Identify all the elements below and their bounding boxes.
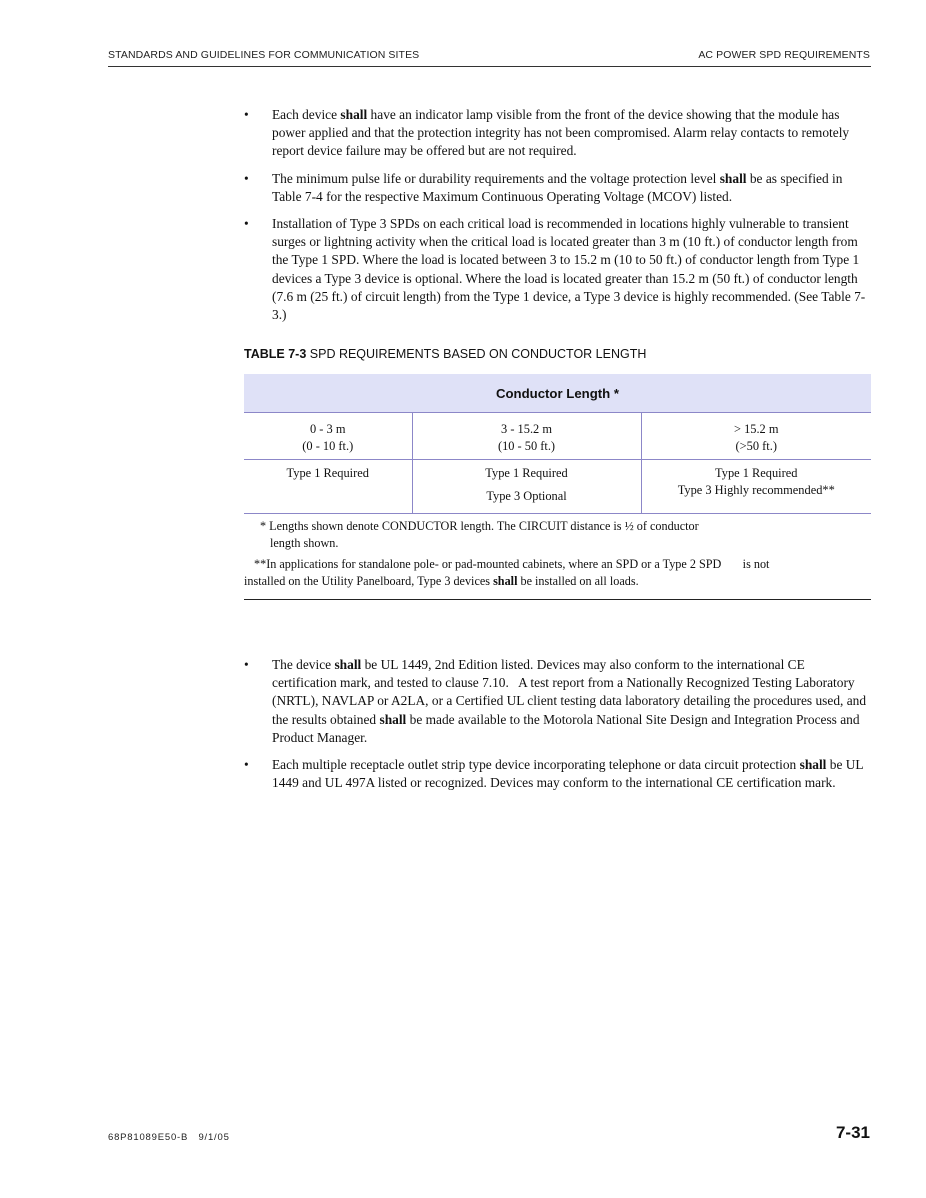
- note-text: installed on the Utility Panelboard, Type 3 devices: [244, 574, 494, 588]
- table-title: SPD REQUIREMENTS BASED ON CONDUCTOR LENGTH: [309, 347, 647, 361]
- requirement-line: Type 1 Required: [715, 466, 798, 480]
- header-right-text: AC POWER SPD REQUIREMENTS: [698, 49, 870, 61]
- range-imperial: (0 - 10 ft.): [302, 439, 354, 453]
- bullet-list-bottom: [244, 656, 872, 801]
- bullet-list-top: [244, 106, 872, 333]
- bullet-text: The device: [272, 657, 335, 672]
- bullet-text: Installation of Type 3 SPDs on each critical load is recommended in locations highly vulnerable to transient surges or lightning activity when the critical load is located greater than 3 m (10 ft.) of conductor length from the Type 1 SPD. Where the load is located between 3 to 15.2 m (10 to 50 ft.) of conductor length from Type 1 devices a Type 3 device is optional. Where the load is located greater than 15.2 m (50 ft.) of conductor length (7.6 m (25 ft.) of circuit length) from the Type 1 device, a Type 3 device is highly recommended. (See Table 7-3.): [272, 216, 866, 323]
- table-cell: [412, 460, 641, 514]
- table-cell: [412, 413, 641, 460]
- bullet-marker: •: [244, 170, 249, 186]
- range-imperial: (>50 ft.): [735, 439, 777, 453]
- bullet-marker: •: [244, 107, 249, 122]
- list-item: [244, 656, 872, 747]
- requirement-line: Type 3 Highly recommended**: [677, 483, 835, 497]
- spd-requirements-table: [244, 374, 871, 514]
- bullet-text: Each multiple receptacle outlet strip type device incorporating telephone or data circuit protection: [272, 757, 800, 773]
- table-label: TABLE 7-3: [244, 347, 307, 361]
- table-notes: [244, 518, 871, 590]
- bullet-text: be as specified in Table 7-4 for the respective Maximum Continuous Operating Voltage (MCOV) listed.: [272, 170, 843, 204]
- bullet-text: have an indicator lamp visible from the front of the device showing that the module has power applied and that the protection integrity has not been compromised. Alarm relay contacts to remotely report device failure may be offered but are not required.: [272, 107, 850, 159]
- table-note-2: [244, 556, 871, 590]
- bullet-emphasis: shall: [334, 657, 362, 672]
- table-row: [244, 460, 871, 514]
- table-row: [244, 413, 871, 460]
- list-item: [244, 170, 872, 206]
- list-item: [244, 106, 872, 161]
- range-metric: > 15.2 m: [733, 422, 779, 436]
- table-notes-divider: [244, 599, 871, 600]
- bullet-marker: •: [244, 657, 249, 672]
- bullet-text: be UL 1449 and UL 497A listed or recognized. Devices may conform to the international CE certification mark.: [272, 757, 864, 791]
- note-emphasis: shall: [493, 574, 518, 588]
- header-left-text: STANDARDS AND GUIDELINES FOR COMMUNICATION SITES: [108, 49, 420, 61]
- bullet-emphasis: shall: [340, 107, 368, 122]
- table-cell: [641, 460, 871, 514]
- note-text-line2: [244, 573, 871, 590]
- bullet-marker: •: [244, 216, 249, 232]
- range-metric: 3 - 15.2 m: [501, 422, 552, 436]
- list-item: [244, 215, 872, 324]
- bullet-emphasis: shall: [379, 711, 407, 727]
- table-note-1: [244, 518, 871, 552]
- note-text: be installed on all loads.: [517, 574, 639, 588]
- requirement-line: Type 1 Required: [286, 466, 369, 480]
- table-header-text: Conductor Length *: [495, 385, 620, 401]
- table-caption: [244, 347, 646, 361]
- table-cell: [641, 413, 871, 460]
- bullet-marker: •: [244, 757, 249, 773]
- running-header-right: [698, 49, 870, 61]
- table-cell: [244, 413, 412, 460]
- bullet-text: The minimum pulse life or durability requirements and the voltage protection level: [272, 170, 720, 186]
- list-item: [244, 756, 872, 792]
- bullet-emphasis: shall: [719, 170, 747, 186]
- page-number-text: 7-31: [835, 1123, 870, 1142]
- note-text: * Lengths shown denote CONDUCTOR length. The CIRCUIT distance is ½ of conductor: [260, 519, 699, 533]
- bullet-text: Each device: [272, 107, 341, 122]
- doc-id-text: 68P81089E50-B 9/1/05: [108, 1132, 230, 1143]
- requirement-line: Type 3 Optional: [486, 489, 567, 503]
- page-number: [836, 1123, 870, 1143]
- header-divider: [108, 66, 871, 67]
- note-text: length shown.: [270, 536, 339, 550]
- bullet-emphasis: shall: [799, 757, 827, 773]
- requirement-line: Type 1 Required: [485, 466, 568, 480]
- bullet-text: be UL 1449, 2nd Edition listed. Devices may also conform to the international CE certification mark, and tested to clause 7.10. A test report from a Nationally Recognized Testing Laboratory (NRTL), NAVLAP or A2LA, or a Certified UL client testing data laboratory detailing the procedures used, and the results obtained: [272, 657, 870, 727]
- table-header-cell: [244, 374, 871, 413]
- running-header-left: [108, 49, 419, 61]
- range-metric: 0 - 3 m: [310, 422, 346, 436]
- note-text: **In applications for standalone pole- or pad-mounted cabinets, where an SPD or a Type 2 SPD is not: [254, 557, 770, 571]
- footer-doc-id: [108, 1132, 230, 1143]
- bullet-text: be made available to the Motorola National Site Design and Integration Process and Product Manager.: [272, 711, 860, 745]
- range-imperial: (10 - 50 ft.): [497, 439, 556, 453]
- table-cell: [244, 460, 412, 514]
